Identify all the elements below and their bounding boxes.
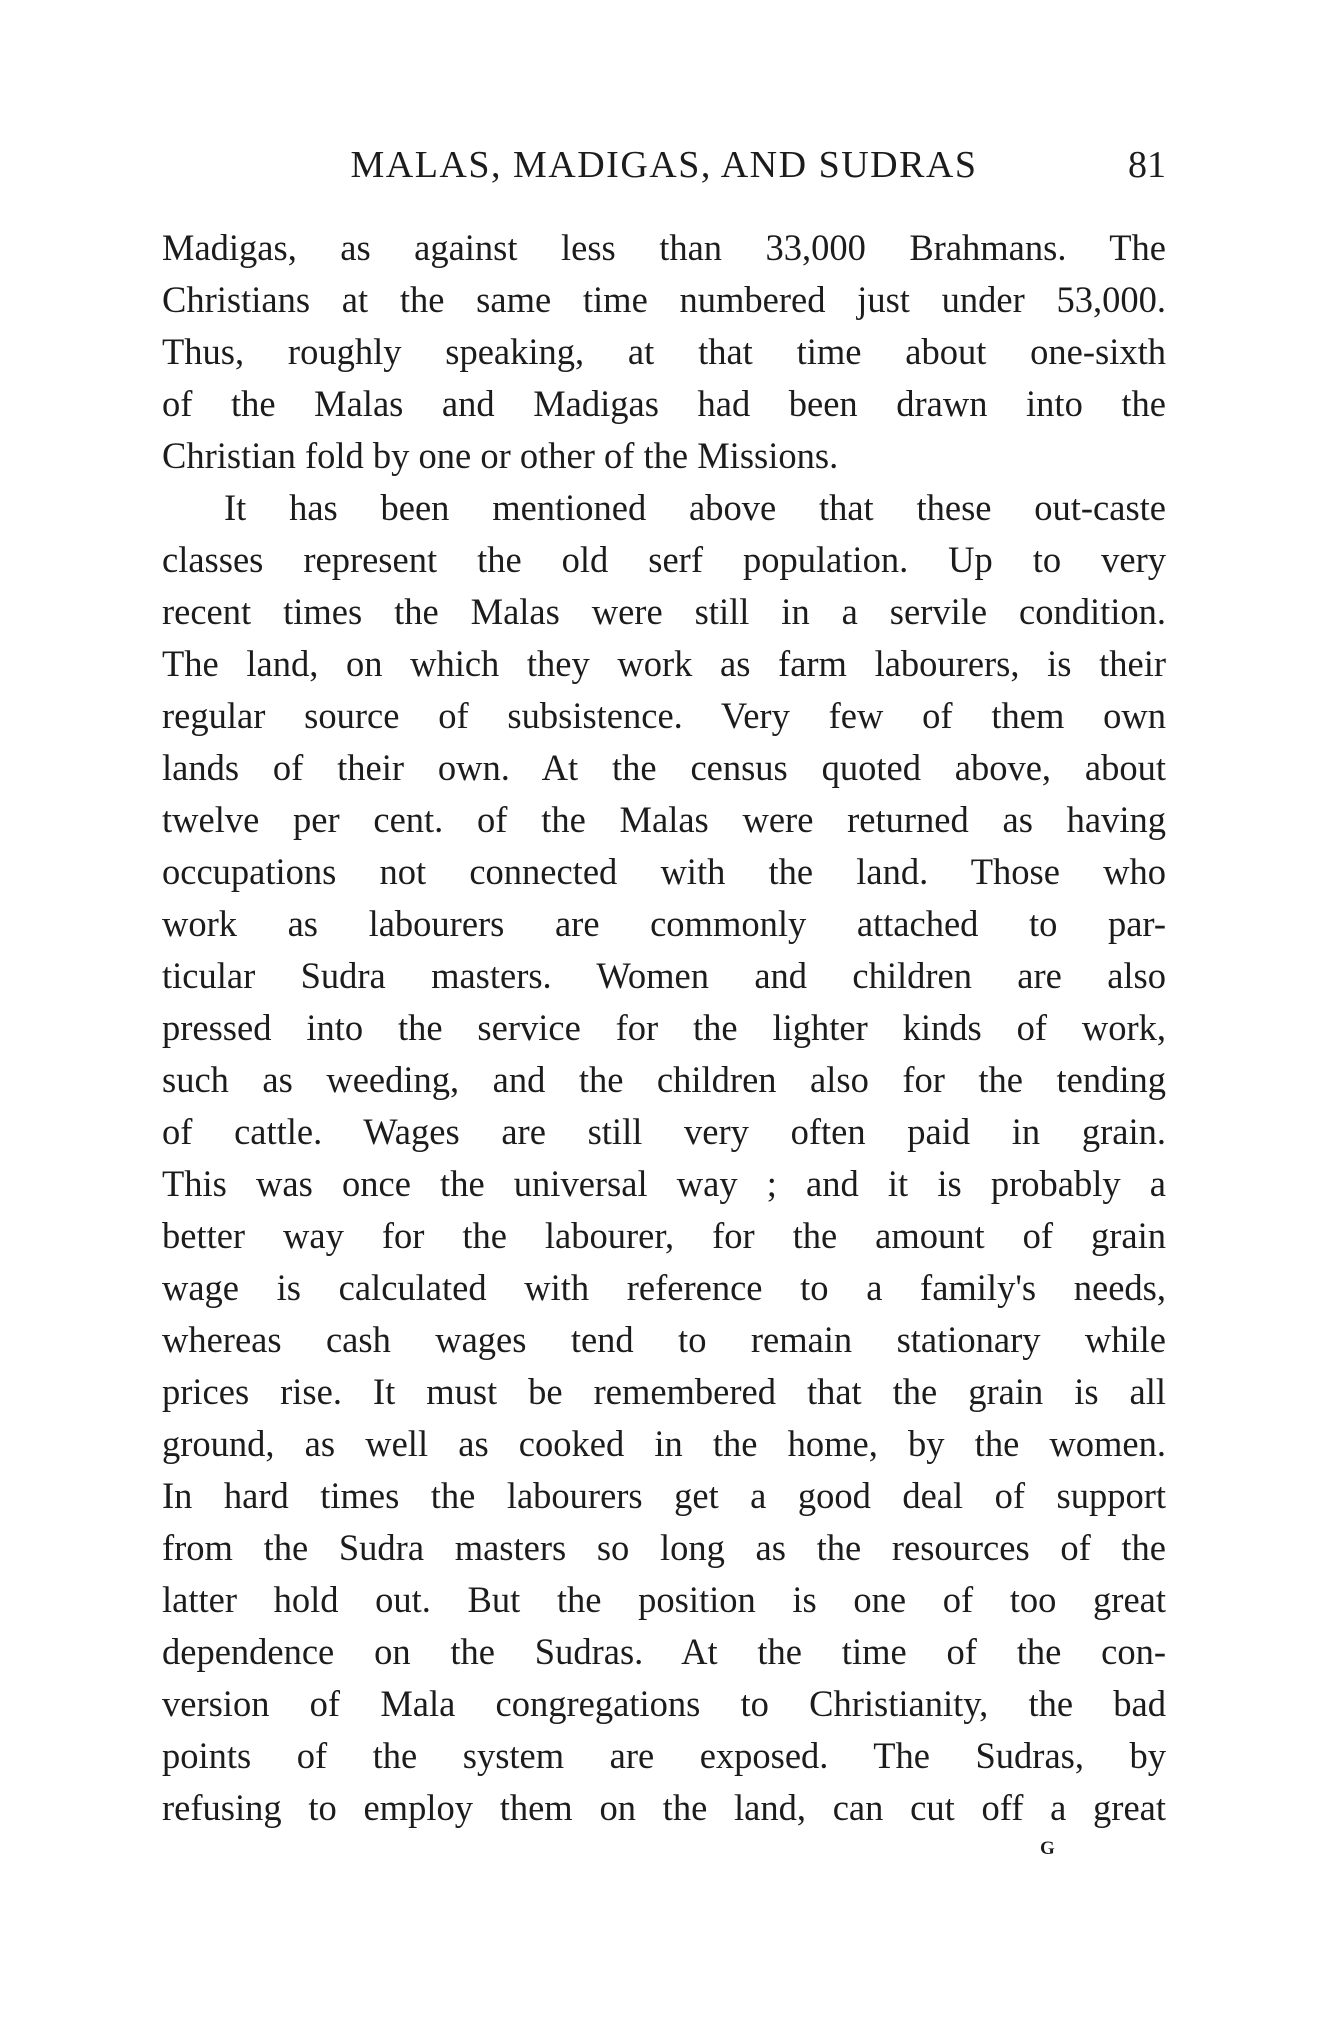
text-line: Christian fold by one or other of the Missions. [162, 435, 839, 476]
paragraph-first-line: It has been mentioned above that these out-caste [224, 487, 1166, 528]
text-line: Thus, roughly speaking, at that time about one-sixth [162, 331, 1166, 372]
text-line: of cattle. Wages are still very often paid in grain. [162, 1111, 1166, 1152]
text-line: dependence on the Sudras. At the time of the con- [162, 1631, 1166, 1672]
text-line: classes represent the old serf population. Up to very [162, 539, 1166, 580]
running-title: MALAS, MADIGAS, AND SUDRAS [350, 144, 978, 186]
text-line: occupations not connected with the land. Those who [162, 851, 1166, 892]
text-line: wage is calculated with reference to a family's needs, [162, 1267, 1166, 1308]
text-line: Christians at the same time numbered just under 53,000. [162, 279, 1166, 320]
text-line: The land, on which they work as farm labourers, is their [162, 643, 1166, 684]
text-line: ground, as well as cooked in the home, by the women. [162, 1423, 1166, 1464]
text-line: such as weeding, and the children also for the tending [162, 1059, 1166, 1100]
text-line: ticular Sudra masters. Women and children are also [162, 955, 1166, 996]
text-line: Madigas, as against less than 33,000 Brahmans. The [162, 227, 1166, 268]
text-line: version of Mala congregations to Christianity, the bad [162, 1683, 1166, 1724]
page-number: 81 [1128, 144, 1166, 186]
text-line: work as labourers are commonly attached to par- [162, 903, 1166, 944]
text-line: lands of their own. At the census quoted above, about [162, 747, 1166, 788]
text-line: of the Malas and Madigas had been drawn into the [162, 383, 1166, 424]
text-line: twelve per cent. of the Malas were returned as having [162, 799, 1166, 840]
body-text [162, 222, 1166, 1834]
text-line: refusing to employ them on the land, can cut off a great [162, 1787, 1166, 1828]
text-line: whereas cash wages tend to remain stationary while [162, 1319, 1166, 1360]
text-line: prices rise. It must be remembered that the grain is all [162, 1371, 1166, 1412]
text-line: better way for the labourer, for the amount of grain [162, 1215, 1166, 1256]
text-line: from the Sudra masters so long as the resources of the [162, 1527, 1166, 1568]
running-head [162, 140, 1166, 190]
text-line: This was once the universal way ; and it is probably a [162, 1163, 1166, 1204]
text-line: pressed into the service for the lighter kinds of work, [162, 1007, 1166, 1048]
text-line: latter hold out. But the position is one of too great [162, 1579, 1166, 1620]
text-line: points of the system are exposed. The Sudras, by [162, 1735, 1166, 1776]
text-line: regular source of subsistence. Very few of them own [162, 695, 1166, 736]
text-line: recent times the Malas were still in a servile condition. [162, 591, 1166, 632]
signature-mark: G [1040, 1838, 1056, 1859]
text-line: In hard times the labourers get a good deal of support [162, 1475, 1166, 1516]
